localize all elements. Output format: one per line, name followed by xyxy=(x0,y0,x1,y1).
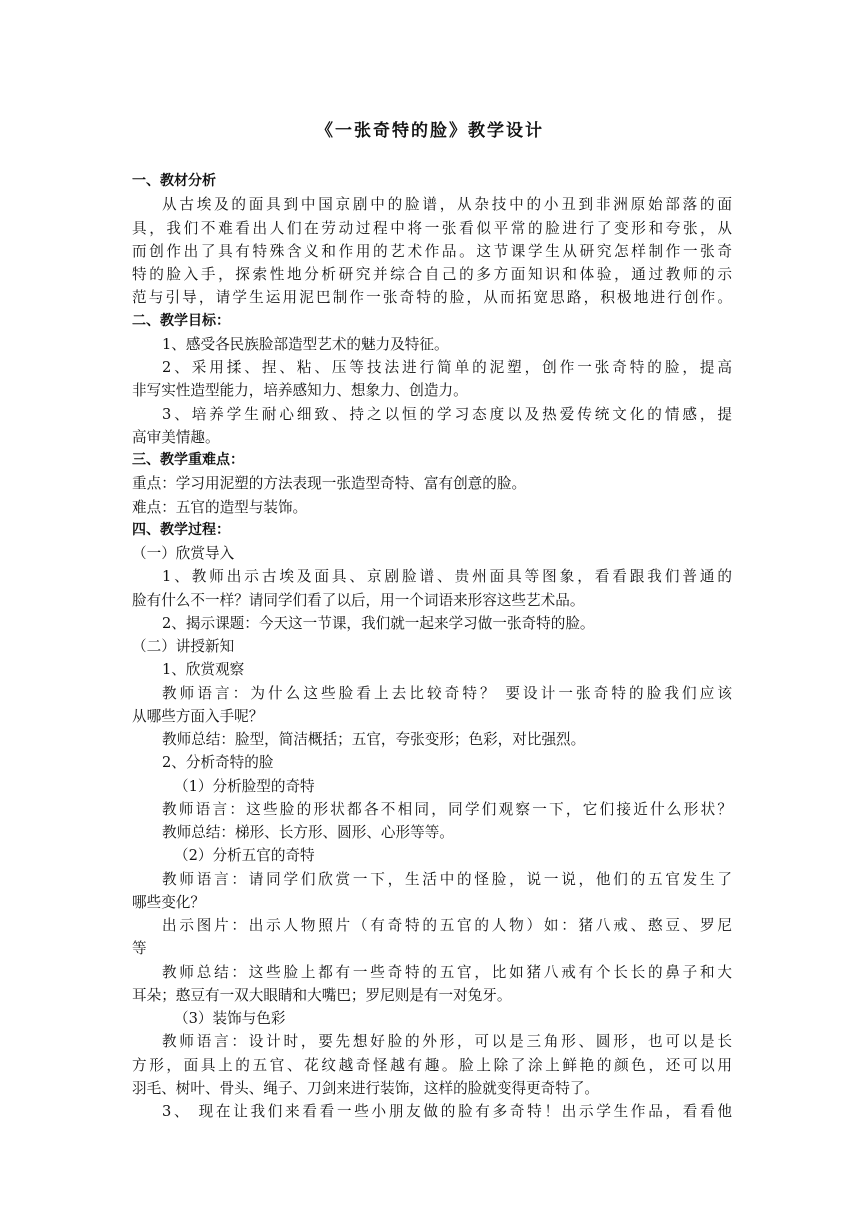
paragraph-line: 教师总结：梯形、长方形、圆形、心形等等。 xyxy=(162,824,454,841)
paragraph-line: 3、 现在让我们来看看一些小朋友做的脸有多奇特！出示学生作品，看看他 xyxy=(162,1103,732,1120)
document-title: 《一张奇特的脸》教学设计 xyxy=(316,121,544,141)
paragraph-line: 教师语言：设计时，要先想好脸的外形，可以是三角形、圆形，也可以是长 xyxy=(162,1033,732,1051)
paragraph-line: 哪些变化？ xyxy=(132,893,205,911)
paragraph-line: 3、培养学生耐心细致、持之以恒的学习态度以及热爱传统文化的情感，提 xyxy=(162,405,732,423)
section-heading: 二、教学目标： xyxy=(132,312,230,329)
paragraph-line: 1、感受各民族脸部造型艺术的魅力及特征。 xyxy=(162,335,449,353)
paragraph-line: 重点：学习用泥塑的方法表现一张造型奇特、富有创意的脸。 xyxy=(132,475,527,493)
paragraph-line: 羽毛、树叶、骨头、绳子、刀剑来进行装饰，这样的脸就变得更奇特了。 xyxy=(132,1079,600,1097)
paragraph-line: 脸有什么不一样？请同学们看了以后，用一个词语来形容这些艺术品。 xyxy=(132,591,585,609)
paragraph-line: 2、揭示课题：今天这一节课，我们就一起来学习做一张奇特的脸。 xyxy=(162,614,595,632)
paragraph-line: 难点：五官的造型与装饰。 xyxy=(132,498,308,516)
section-heading: 四、教学过程： xyxy=(132,521,230,538)
paragraph-line: 耳朵；憨豆有一双大眼睛和大嘴巴；罗尼则是有一对兔牙。 xyxy=(132,986,512,1004)
paragraph-line: 等 xyxy=(132,940,147,958)
paragraph-line: （1）分析脸型的奇特 xyxy=(174,777,315,795)
paragraph-line: （3）装饰与色彩 xyxy=(174,1010,286,1027)
paragraph-line: 2、分析奇特的脸 xyxy=(162,754,274,772)
paragraph-line: 教师语言：这些脸的形状都各不相同，同学们观察一下，它们接近什么形状？ xyxy=(162,800,732,818)
paragraph-line: 非写实性造型能力，培养感知力、想象力、创造力。 xyxy=(132,382,468,400)
document-body xyxy=(132,170,732,1123)
subsection-heading: （二）讲授新知 xyxy=(132,638,235,655)
paragraph-line: 教师总结：这些脸上都有一些奇特的五官，比如猪八戒有个长长的鼻子和大 xyxy=(162,963,732,981)
paragraph-line: 2、采用揉、捏、粘、压等技法进行简单的泥塑，创作一张奇特的脸，提高 xyxy=(162,359,732,376)
section-heading: 三、教学重难点： xyxy=(132,452,244,468)
paragraph-line: 1、教师出示古埃及面具、京剧脸谱、贵州面具等图象，看看跟我们普通的 xyxy=(162,568,732,586)
paragraph-line: 方形，面具上的五官、花纹越奇怪越有趣。脸上除了涂上鲜艳的颜色，还可以用 xyxy=(132,1056,732,1074)
paragraph-line: 从古埃及的面具到中国京剧中的脸谱，从杂技中的小丑到非洲原始部落的面 xyxy=(162,196,732,214)
paragraph-line: 教师总结：脸型，简洁概括；五官，夸张变形；色彩，对比强烈。 xyxy=(162,731,586,748)
paragraph-line: 而创作出了具有特殊含义和作用的艺术作品。这节课学生从研究怎样制作一张奇 xyxy=(132,242,732,260)
paragraph-line: 范与引导，请学生运用泥巴制作一张奇特的脸，从而拓宽思路，积极地进行创作。 xyxy=(132,289,732,307)
paragraph-line: 具，我们不难看出人们在劳动过程中将一张看似平常的脸进行了变形和夸张，从 xyxy=(132,219,732,237)
paragraph-line: 高审美情趣。 xyxy=(132,428,220,446)
subsection-heading: （一）欣赏导入 xyxy=(132,545,235,562)
paragraph-line: （2）分析五官的奇特 xyxy=(174,847,315,865)
paragraph-line: 从哪些方面入手呢？ xyxy=(132,707,264,725)
paragraph-line: 1、欣赏观察 xyxy=(162,661,245,679)
section-heading: 一、教材分析 xyxy=(132,173,216,189)
paragraph-line: 教师语言：为什么这些脸看上去比较奇特？ 要设计一张奇特的脸我们应该 xyxy=(162,684,732,702)
paragraph-line: 特的脸入手，探索性地分析研究并综合自己的多方面知识和体验，通过教师的示 xyxy=(132,266,732,283)
paragraph-line: 教师语言：请同学们欣赏一下，生活中的怪脸，说一说，他们的五官发生了 xyxy=(162,870,732,888)
paragraph-line: 出示图片：出示人物照片（有奇特的五官的人物）如：猪八戒、憨豆、罗尼 xyxy=(162,917,732,934)
